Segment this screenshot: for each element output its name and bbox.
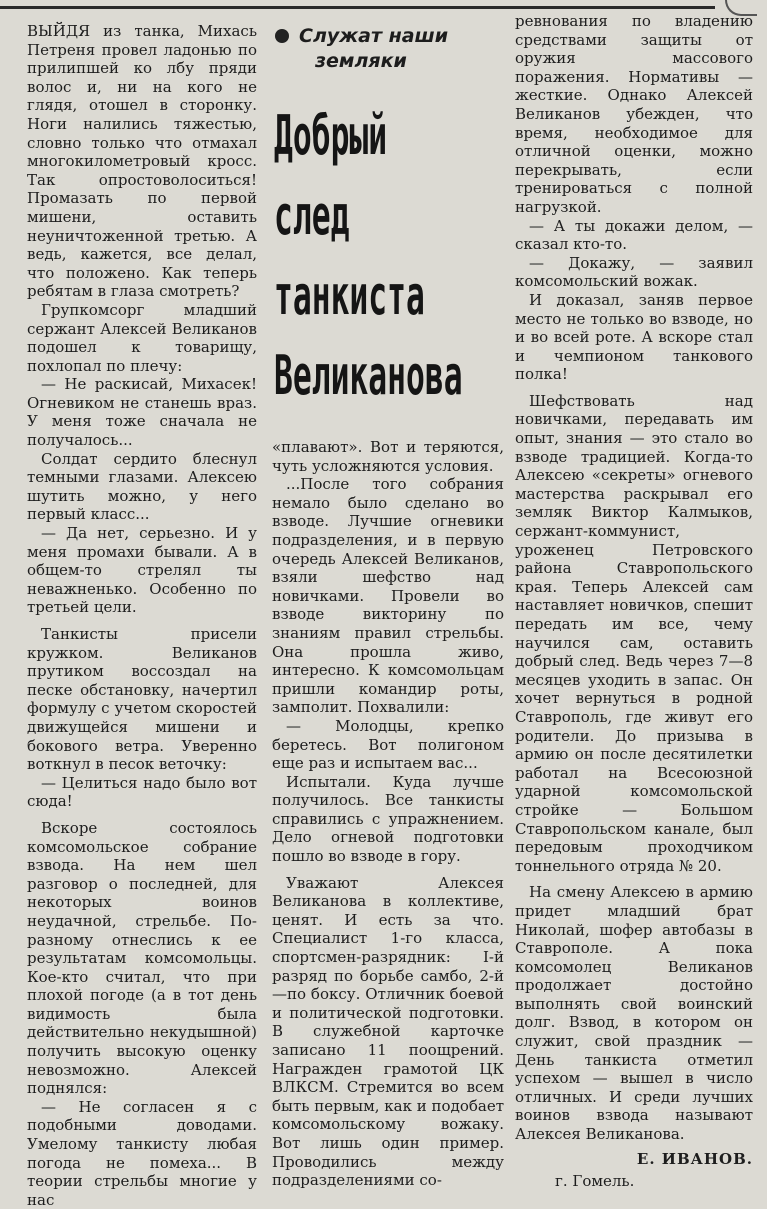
headline <box>274 96 463 416</box>
headline-line-4: Великанова <box>274 344 463 407</box>
paragraph: Танкисты присели кружком. Великанов прутиком воссоздал на песке обстановку, начертил формулу с учетом скоростей движущейся мишени и бокового ветра. Уверенно воткнул в песок веточку: <box>27 625 257 774</box>
paragraph: — Да нет, серьезно. И у меня промахи бывали. А в общем-то стрелял ты неважненько. Особенно по третьей цели. <box>27 524 257 617</box>
author-signature: Е. ИВАНОВ. <box>636 1149 753 1168</box>
paragraph: ВЫЙДЯ из танка, Михась Петреня провел ладонью по прилипшей ко лбу пряди волос и, ни на кого не глядя, отошел в сторонку. Ноги налились тяжестью, словно только что отмахал многокилометровый кросс. Так опростоволоситься! Промазать по первой мишени, оставить неуничтоженной третью. А ведь, кажется, все делал, что положено. Как теперь ребятам в глаза смотреть? <box>27 22 257 301</box>
dateline-city: г. Гомель. <box>555 1172 635 1191</box>
paragraph: — Не согласен я с подобными доводами. Умелому танкисту любая погода не помеха... В теории стрельбы многие у нас <box>27 1097 257 1209</box>
article-column-3 <box>515 12 753 1191</box>
rubric <box>275 24 505 74</box>
paragraph: — Не раскисай, Михасек! Огневиком не станешь враз. У меня тоже сначала не получалось... <box>27 375 257 450</box>
rubric-line-1: Служат наши <box>299 25 449 47</box>
bullet-icon <box>275 29 289 43</box>
paragraph: «плавают». Вот и теряются, чуть усложняются условия. <box>272 438 504 475</box>
paragraph: — Целиться надо было вот сюда! <box>27 773 257 811</box>
paragraph: Вскоре состоялось комсомольское собрание взвода. На нем шел разговор о последней, для некоторых воинов неудачной, стрельбе. По-разному отнеслись к ее результатам комсомольцы. Кое-кто считал, что при плохой погоде (а в тот день видимость была действительно некудышной) получить высокую оценку невозможно. Алексей поднялся: <box>27 818 257 1098</box>
article-column-1 <box>27 22 257 1209</box>
paragraph: И доказал, заняв первое место не только во взводе, но и во всей роте. А вскоре стал и чемпионом танкового полка! <box>515 290 753 384</box>
headline-line-2: след <box>274 184 350 247</box>
paragraph: — Докажу, — заявил комсомольский вожак. <box>515 253 753 291</box>
paragraph: Групкомсорг младший сержант Алексей Великанов подошел к товарищу, похлопал по плечу: <box>27 300 257 375</box>
rubric-line-2: земляки <box>315 50 407 72</box>
paragraph: Солдат сердито блеснул темными глазами. Алексею шутить можно, у него первый класс... <box>27 449 257 524</box>
paragraph: На смену Алексею в армию придет младший брат Николай, шофер автобазы в Ставрополе. А пока комсомолец Великанов продолжает достойно выполнять свой воинский долг. Взвод, в котором он служит, свой праздник — День танкиста отметил успехом — вышел в число отличных. И среди лучших воинов взвода называют Алексея Великанова. <box>515 883 753 1144</box>
article-column-2 <box>272 438 504 1190</box>
paragraph: Уважают Алексея Великанова в коллективе, ценят. И есть за что. Специалист 1-го класса, спортсмен-разрядник: I-й разряд по борьбе самбо, 2-й—по боксу. Отличник боевой и политической подготовки. В служебной карточке записано 11 поощрений. Награжден грамотой ЦК ВЛКСМ. Стремится во всем быть первым, как и подобает комсомольскому вожаку. Вот лишь один пример. Проводились между подразделениями со- <box>272 873 504 1190</box>
headline-line-1: Добрый <box>274 104 388 167</box>
paragraph: ...После того собрания немало было сделано во взводе. Лучшие огневики подразделения, и в первую очередь Алексей Великанов, взяли шефство над новичками. Провели во взводе викторину по знаниям правил стрельбы. Она прошла живо, интересно. К комсомольцам пришли командир роты, замполит. Похвалили: <box>272 475 504 717</box>
paragraph: ревнования по владению средствами защиты от оружия массового поражения. Нормативы — жесткие. Однако Алексей Великанов убежден, что время, необходимое для отличной оценки, можно перекрывать, если тренироваться с полной нагрузкой. <box>515 12 753 216</box>
paragraph: Испытали. Куда лучше получилось. Все танкисты справились с упражнением. Дело огневой подготовки пошло во взводе в гору. <box>272 772 504 866</box>
paragraph: — А ты докажи делом, — сказал кто-то. <box>515 216 753 254</box>
paragraph: Шефствовать над новичками, передавать им опыт, знания — это стало во взводе традицией. Когда-то Алексею «секреты» огневого мастерства раскрывал его земляк Виктор Калмыков, сержант-коммунист, уроженец Петровского района Ставропольского края. Теперь Алексей сам наставляет новичков, спешит передать им все, чему научился сам, оставить добрый след. Ведь через 7—8 месяцев уходить в запас. Он хочет вернуться в родной Ставрополь, где живут его родители. До призыва в армию он после десятилетки работал на Всесоюзной ударной комсомольской стройке — Большом Ставропольском канале, был передовым проходчиком тоннельного отряда № 20. <box>515 391 753 875</box>
paragraph: — Молодцы, крепко беретесь. Вот полигоном еще раз и испытаем вас... <box>272 716 504 773</box>
headline-line-3: танкиста <box>274 264 425 327</box>
top-rule <box>0 6 715 9</box>
